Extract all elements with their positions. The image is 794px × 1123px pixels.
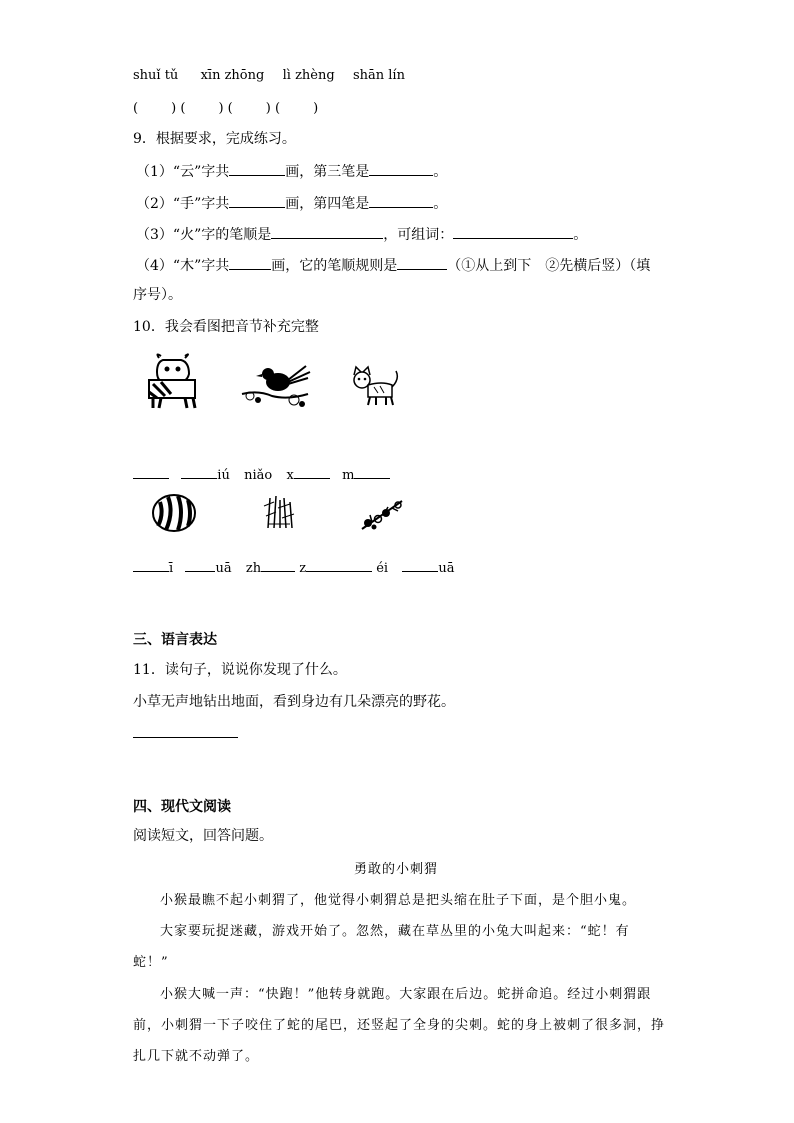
blank[interactable] <box>354 464 390 479</box>
story-paragraph-1: 小猴最瞧不起小刺猬了，他觉得小刺猬总是把头缩在肚子下面，是个胆小鬼。 <box>160 893 637 908</box>
blank[interactable] <box>261 557 295 572</box>
blank[interactable] <box>369 161 433 176</box>
blank[interactable] <box>229 255 271 270</box>
watermelon-icon <box>150 492 198 534</box>
answer-brackets[interactable]: ( ) ( ) ( ) ( ) <box>133 101 319 116</box>
answer-line[interactable] <box>133 737 238 738</box>
bird-icon <box>238 360 318 410</box>
q11-title: 11．读句子，说说你发现了什么。 <box>133 662 347 678</box>
pinyin-row <box>133 67 405 85</box>
section-3-title: 三、语言表达 <box>133 632 217 648</box>
blank[interactable] <box>185 557 215 572</box>
pinyin-1: shuǐ tǔ <box>133 68 179 83</box>
blank[interactable] <box>133 557 169 572</box>
q9-line-2: （2）“手”字共 画，第四笔是 。 <box>136 193 447 214</box>
story-paragraph-2: 大家要玩捉迷藏，游戏开始了。忽然，藏在草丛里的小兔大叫起来：“蛇！有 <box>160 924 630 939</box>
blank[interactable] <box>271 224 383 239</box>
reading-instruction: 阅读短文，回答问题。 <box>133 828 273 844</box>
story-paragraph-3-cont: 前，小刺猬一下子咬住了蛇的尾巴，还竖起了全身的尖刺。蛇的身上被刺了很多洞，挣 <box>133 1018 666 1033</box>
blank[interactable] <box>181 464 217 479</box>
blank[interactable] <box>133 464 169 479</box>
blank[interactable] <box>453 224 573 239</box>
q9-line-1: （1）“云”字共 画，第三笔是 。 <box>136 161 447 182</box>
story-title: 勇敢的小刺猬 <box>354 862 439 877</box>
pinyin-3: lì zhèng <box>282 68 335 83</box>
q10-title: 10．我会看图把音节补充完整 <box>133 319 319 335</box>
story-paragraph-2-cont: 蛇！” <box>133 955 169 970</box>
plum-blossom-icon <box>358 497 406 533</box>
syllable-row-2: ī uā zh z éi uā <box>133 557 455 578</box>
story-paragraph-3: 小猴大喊一声：“快跑！”他转身就跑。大家跟在后边。蛇拼命追。经过小刺猬跟 <box>160 987 652 1002</box>
syllable-row-1: iú niǎo x m <box>133 464 390 485</box>
pinyin-2: xīn zhōng <box>200 68 265 83</box>
blank[interactable] <box>306 557 372 572</box>
pinyin-4: shān lín <box>352 68 405 83</box>
blank[interactable] <box>397 255 447 270</box>
section-4-title: 四、现代文阅读 <box>133 799 231 815</box>
blank[interactable] <box>229 193 285 208</box>
ox-icon <box>145 352 199 410</box>
blank[interactable] <box>369 193 433 208</box>
blank[interactable] <box>294 464 330 479</box>
q9-title: 9．根据要求，完成练习。 <box>133 131 296 147</box>
q9-line-3: （3）“火”字的笔顺是 ，可组词： 。 <box>136 224 587 245</box>
bamboo-icon <box>262 494 296 530</box>
blank[interactable] <box>229 161 285 176</box>
blank[interactable] <box>402 557 438 572</box>
q9-line-4-cont: 序号）。 <box>133 287 182 303</box>
q11-sentence: 小草无声地钻出地面，看到身边有几朵漂亮的野花。 <box>133 694 455 710</box>
cat-icon <box>348 365 400 407</box>
story-paragraph-3-end: 扎几下就不动弹了。 <box>133 1049 260 1064</box>
q9-line-4: （4）“木”字共 画，它的笔顺规则是 （①从上到下 ②先横后竖）（填 <box>136 255 650 276</box>
